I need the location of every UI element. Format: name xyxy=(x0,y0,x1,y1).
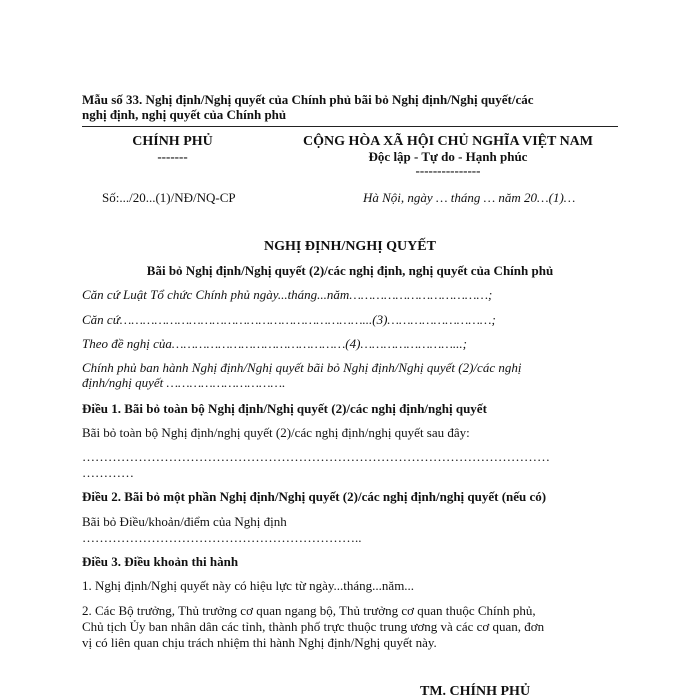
nation-motto: Độc lập - Tự do - Hạnh phúc xyxy=(368,149,528,164)
nation-dash: --------------- xyxy=(415,163,481,178)
nation-name: CỘNG HÒA XÃ HỘI CHỦ NGHĨA VIỆT NAM xyxy=(302,134,593,149)
title-divider xyxy=(82,126,618,127)
article-3-paragraph-2: 2. Các Bộ trưởng, Thủ trưởng cơ quan ngang bộ, Thủ trưởng cơ quan thuộc Chính phủ, xyxy=(82,603,536,618)
template-title-line2: nghị định, nghị quyết của Chính phủ xyxy=(82,107,287,122)
article-3-paragraph-2-line2: Chủ tịch Ủy ban nhân dân các tỉnh, thành phố trực thuộc trung ương và các cơ quan, đơn xyxy=(82,619,545,634)
legal-basis-3: Theo đề nghị của………………………………………(4)……………………...; xyxy=(82,336,467,351)
article-3-paragraph-2-line3: vị có liên quan chịu trách nhiệm thi hành Nghị định/Nghị quyết này. xyxy=(82,635,437,650)
document-number: Số:.../20...(1)/NĐ/NQ-CP xyxy=(102,190,236,205)
signature-title: TM. CHÍNH PHỦ xyxy=(420,684,531,699)
article-2-title: Điều 2. Bãi bỏ một phần Nghị định/Nghị quyết (2)/các nghị định/nghị quyết (nếu có) xyxy=(82,489,547,504)
template-title: Mẫu số 33. Nghị định/Nghị quyết của Chính phủ bãi bỏ Nghị định/Nghị quyết/các xyxy=(82,92,534,107)
article-3-title: Điều 3. Điều khoản thi hành xyxy=(82,554,239,569)
article-1-title: Điều 1. Bãi bỏ toàn bộ Nghị định/Nghị quyết (2)/các nghị định/nghị quyết xyxy=(82,401,487,416)
legal-basis-2: Căn cứ………………………………………………………...(3)………………………; xyxy=(82,312,496,327)
agency-name: CHÍNH PHỦ xyxy=(132,134,213,149)
document-subject: Bãi bỏ Nghị định/Nghị quyết (2)/các nghị định, nghị quyết của Chính phủ xyxy=(146,263,554,278)
agency-dash: ------- xyxy=(157,149,188,164)
article-1-dots-line2: ………… xyxy=(82,465,134,480)
document-type: NGHỊ ĐỊNH/NGHỊ QUYẾT xyxy=(264,239,436,254)
promulgation-clause: Chính phủ ban hành Nghị định/Nghị quyết bãi bỏ Nghị định/Nghị quyết (2)/các nghị xyxy=(82,360,522,375)
article-1-body: Bãi bỏ toàn bộ Nghị định/nghị quyết (2)/các nghị định/nghị quyết sau đây: xyxy=(82,425,470,440)
promulgation-clause-line2: định/nghị quyết …………………………. xyxy=(82,375,286,390)
article-2-body: Bãi bỏ Điều/khoản/điểm của Nghị định xyxy=(82,514,287,529)
place-date: Hà Nội, ngày … tháng … năm 20…(1)… xyxy=(363,190,576,205)
article-3-paragraph-1: 1. Nghị định/Nghị quyết này có hiệu lực từ ngày...tháng...năm... xyxy=(82,578,415,593)
legal-basis-1: Căn cứ Luật Tổ chức Chính phủ ngày...tháng...năm………………………………; xyxy=(82,287,493,302)
article-2-dots: ……………………………………………………….. xyxy=(82,530,362,545)
article-1-dots: ……………………………………………………………………………………………… xyxy=(82,449,550,464)
